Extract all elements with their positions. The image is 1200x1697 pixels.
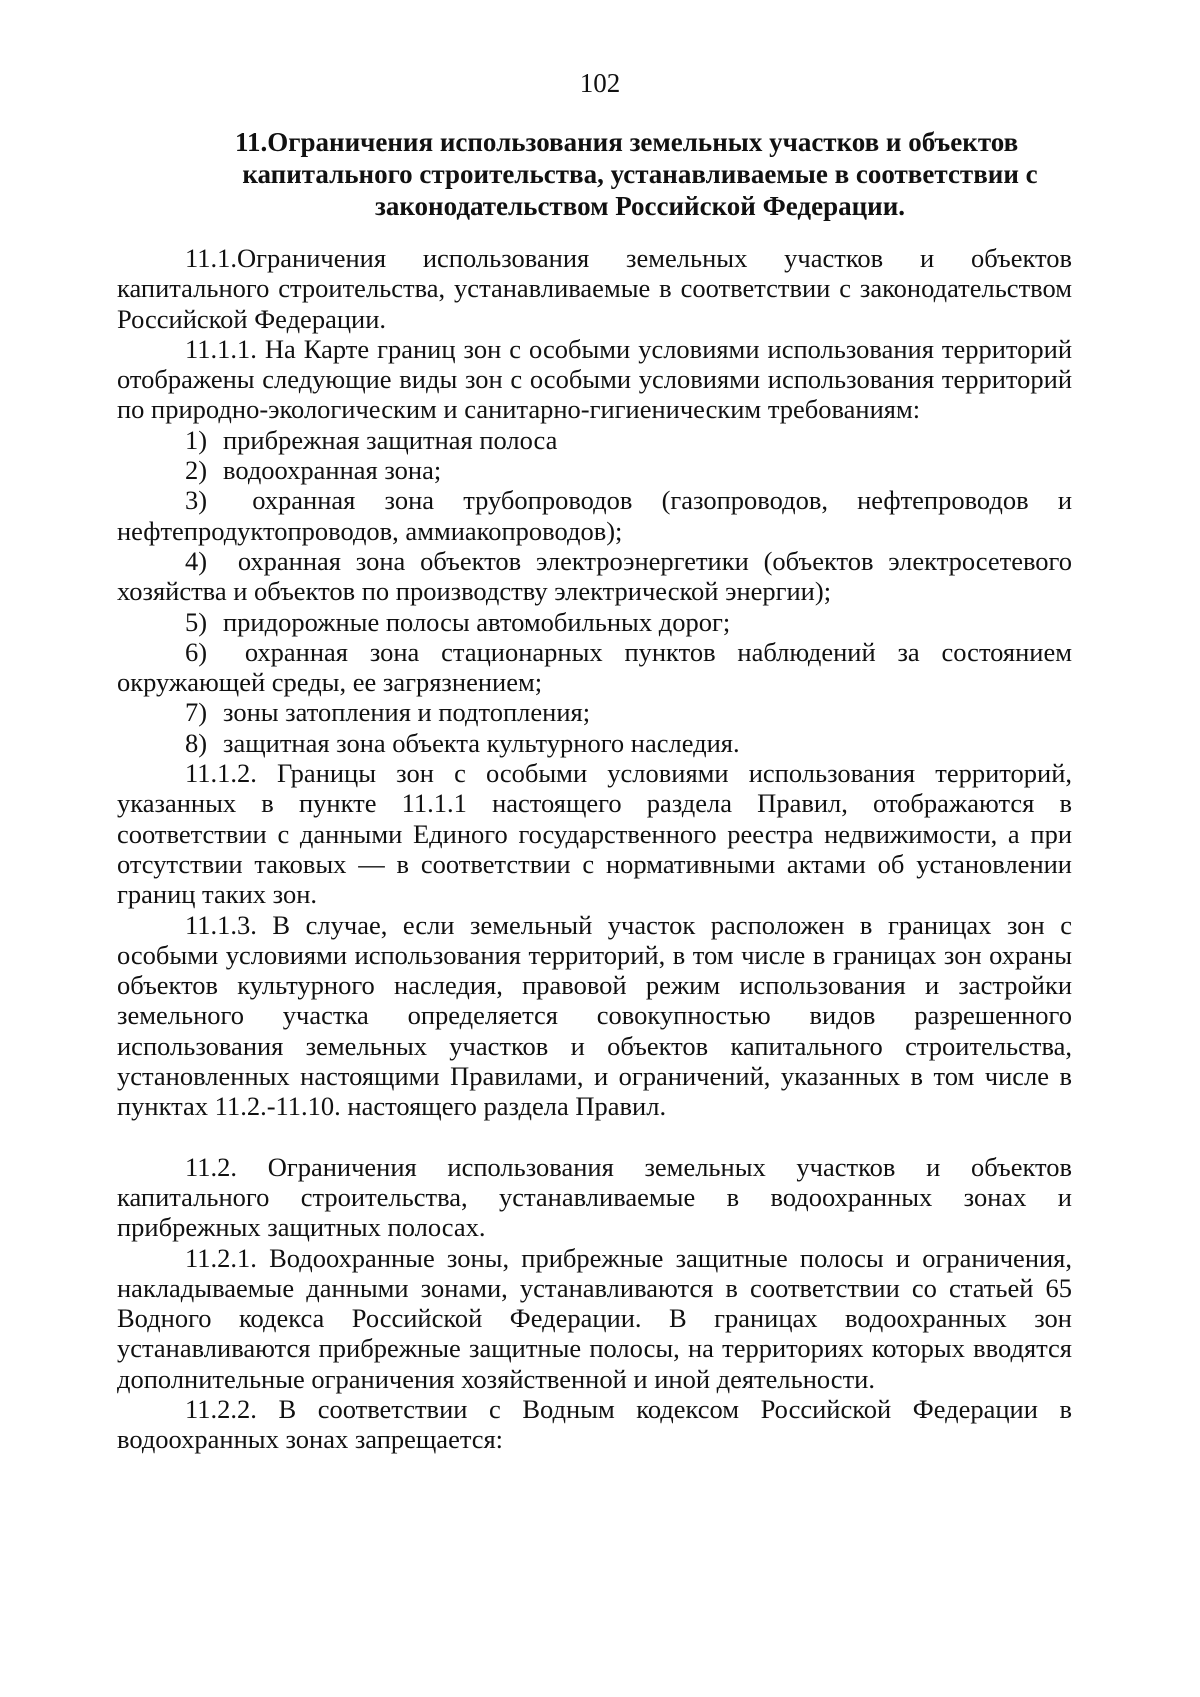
list-item — [117, 425, 1072, 455]
list-item-number: 8) — [185, 727, 208, 758]
list-item-text: охранная зона трубопроводов (газопроводов, нефтепроводов и нефтепродуктопроводов, аммиакопроводов); — [117, 485, 1073, 546]
list-item — [117, 485, 1072, 546]
list-item-number: 1) — [185, 424, 208, 455]
list-item — [117, 728, 1072, 758]
heading-line-1: 11.Ограничения использования земельных участков и объектов — [235, 127, 1019, 157]
list-item-text: зоны затопления и подтопления; — [223, 697, 591, 728]
document-body — [117, 243, 1072, 1455]
list-item-text: водоохранная зона; — [223, 455, 442, 486]
list-item — [117, 607, 1072, 637]
list-item — [117, 546, 1072, 607]
section-11-2-title: 11.2. Ограничения использования земельных участков и объектов капитального строительства, устанавливаемые в водоохранных зонах и прибрежных защитных полосах. — [117, 1151, 1072, 1243]
paragraph-11-2-1: 11.2.1. Водоохранные зоны, прибрежные защитные полосы и ограничения, накладываемые данными зонами, устанавливаются в соответствии со статьей 65 Водного кодекса Российской Федерации. В границах водоохранных зон устанавливаются прибрежные защитные полосы, на территориях которых вводятся дополнительные ограничения хозяйственной и иной деятельности. — [117, 1242, 1072, 1394]
list-item-number: 4) — [185, 545, 208, 576]
list-item-number: 5) — [185, 606, 208, 637]
list-item-number: 6) — [185, 636, 208, 667]
paragraph-11-1-2: 11.1.2. Границы зон с особыми условиями использования территорий, указанных в пункте 11.1.1 настоящего раздела Правил, отображаются в соответствии с данными Единого государственного реестра недвижимости, а при отсутствии таковых — в соответствии с нормативными актами об установлении границ таких зон. — [117, 758, 1072, 910]
paragraph-11-2-2: 11.2.2. В соответствии с Водным кодексом Российской Федерации в водоохранных зонах запрещается: — [117, 1393, 1072, 1455]
list-item-number: 2) — [185, 455, 208, 486]
list-item-text: придорожные полосы автомобильных дорог; — [223, 606, 731, 637]
paragraph-11-1-3: 11.1.3. В случае, если земельный участок расположен в границах зон с особыми условиями использования территорий, в том числе в границах зон охраны объектов культурного наследия, правовой режим использования и застройки земельного участка определяется совокупностью видов разрешенного использования земельных участков и объектов капитального строительства, установленных настоящими Правилами, и ограничений, указанных в том числе в пунктах 11.2.-11.10. настоящего раздела Правил. — [117, 909, 1072, 1122]
list-item-number: 3) — [185, 485, 208, 516]
list-item-text: охранная зона объектов электроэнергетики (объектов электросетевого хозяйства и объектов по производству электрической энергии); — [117, 545, 1072, 607]
list-item — [117, 455, 1072, 485]
list-item — [117, 637, 1072, 698]
list-item-text: прибрежная защитная полоса — [223, 424, 558, 455]
heading-line-3: законодательством Российской Федерации. — [374, 191, 906, 221]
section-spacer — [117, 1122, 1072, 1152]
list-item-text: защитная зона объекта культурного наследия. — [223, 727, 740, 758]
list-item-text: охранная зона стационарных пунктов наблюдений за состоянием окружающей среды, ее загрязнением; — [117, 636, 1073, 698]
section-11-1-title: 11.1.Ограничения использования земельных участков и объектов капитального строительства, устанавливаемые в соответствии с законодательством Российской Федерации. — [117, 243, 1072, 334]
list-item — [117, 697, 1072, 727]
list-item-number: 7) — [185, 697, 208, 728]
heading-line-2: капитального строительства, устанавливаемые в соответствии с — [242, 159, 1038, 189]
paragraph-11-1-1: 11.1.1. На Карте границ зон с особыми условиями использования территорий отображены следующие виды зон с особыми условиями использования территорий по природно-экологическим и санитарно-гигиеническим требованиям: — [117, 333, 1072, 425]
page-number: 102 — [579, 68, 621, 98]
chapter-heading — [200, 126, 1080, 222]
